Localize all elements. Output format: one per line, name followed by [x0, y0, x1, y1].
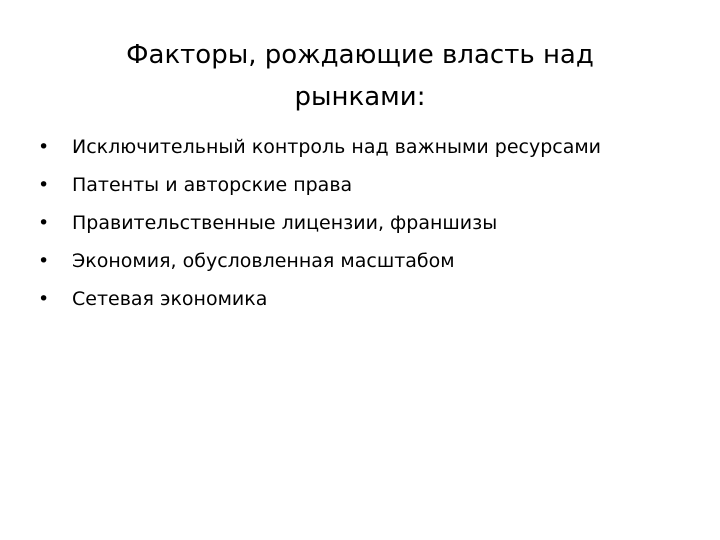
- bullet-list: [38, 131, 678, 321]
- bullet-item: • Экономия, обусловленная масштабом: [38, 245, 678, 277]
- slide-title: Факторы, рождающие власть над рынками:: [126, 40, 594, 112]
- bullet-item: • Правительственные лицензии, франшизы: [38, 207, 678, 239]
- bullet-item: • Патенты и авторские права: [38, 169, 678, 201]
- bullet-item: • Исключительный контроль над важными ресурсами: [38, 131, 678, 163]
- bullet-item: • Сетевая экономика: [38, 283, 678, 315]
